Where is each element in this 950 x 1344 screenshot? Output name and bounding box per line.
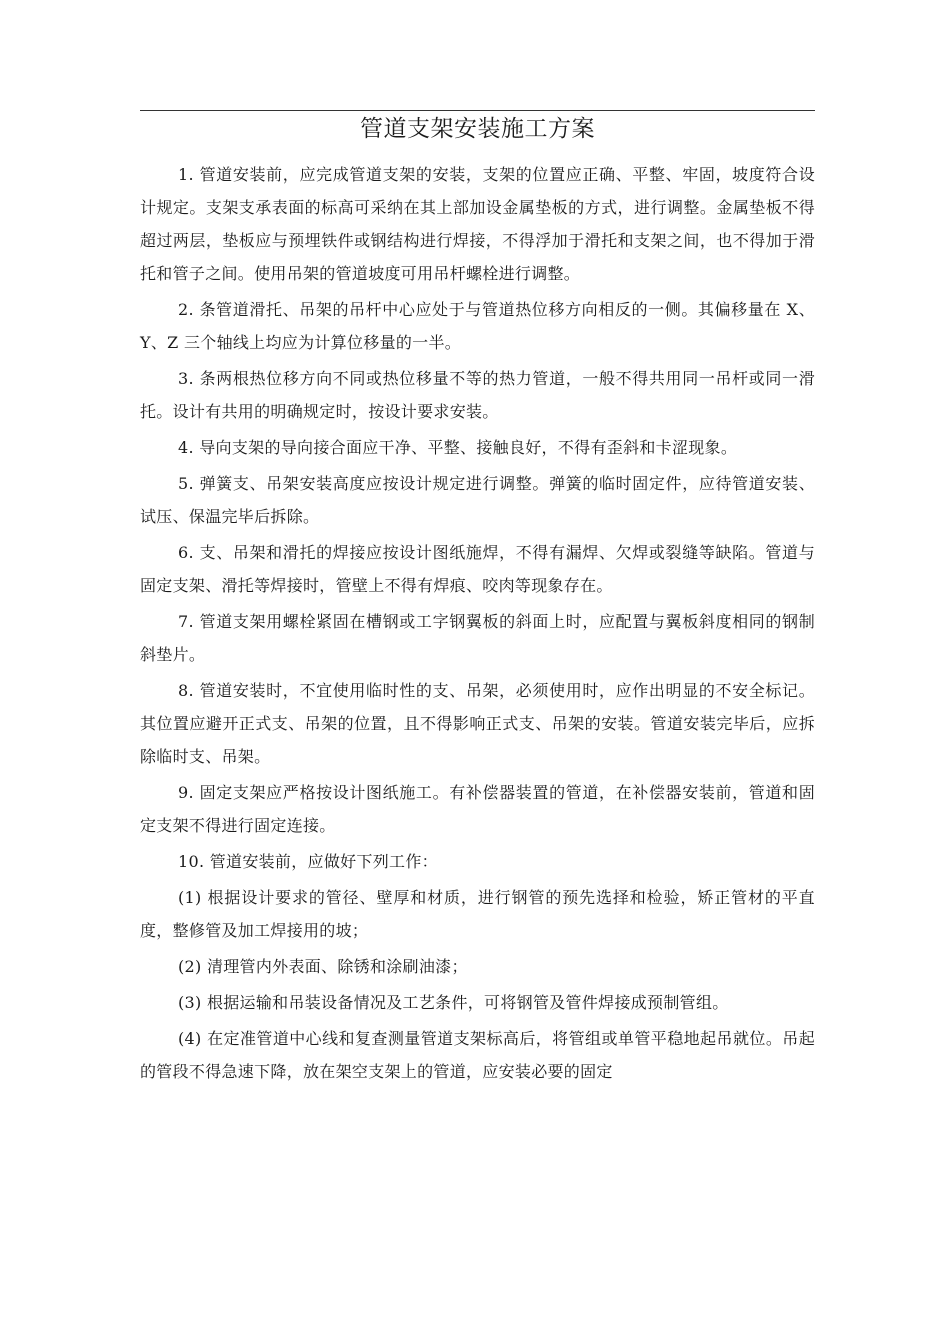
paragraph-7: 7. 管道支架用螺栓紧固在槽钢或工字钢翼板的斜面上时，应配置与翼板斜度相同的钢制斜垫片。 (140, 612, 815, 664)
paragraph-1: 1. 管道安装前，应完成管道支架的安装，支架的位置应正确、平整、牢固，坡度符合设计规定。支架支承表面的标高可采纳在其上部加设金属垫板的方式，进行调整。金属垫板不得超过两层，垫板应与预埋铁件或钢结构进行焊接，不得浮加于滑托和支架之间，也不得加于滑托和管子之间。使用吊架的管道坡度可用吊杆螺栓进行调整。 (140, 165, 815, 283)
paragraph-9: 9. 固定支架应严格按设计图纸施工。有补偿器装置的管道，在补偿器安装前，管道和固定支架不得进行固定连接。 (140, 783, 815, 835)
paragraph-8: 8. 管道安装时，不宜使用临时性的支、吊架，必须使用时，应作出明显的不安全标记。其位置应避开正式支、吊架的位置，且不得影响正式支、吊架的安装。管道安装完毕后，应拆除临时支、吊架。 (140, 681, 815, 766)
document-body (140, 158, 815, 1091)
sub-item-3: (3) 根据运输和吊装设备情况及工艺条件，可将钢管及管件焊接成预制管组。 (178, 993, 729, 1012)
paragraph-2: 2. 条管道滑托、吊架的吊杆中心应处于与管道热位移方向相反的一侧。其偏移量在 X、Y、Z 三个轴线上均应为计算位移量的一半。 (140, 300, 815, 352)
sub-item-1: (1) 根据设计要求的管径、壁厚和材质，进行钢管的预先选择和检验，矫正管材的平直度，整修管及加工焊接用的坡； (140, 888, 815, 940)
sub-item-2: (2) 清理管内外表面、除锈和涂刷油漆； (178, 957, 468, 976)
paragraph-6: 6. 支、吊架和滑托的焊接应按设计图纸施焊，不得有漏焊、欠焊或裂缝等缺陷。管道与固定支架、滑托等焊接时，管壁上不得有焊痕、咬肉等现象存在。 (140, 543, 815, 595)
paragraph-3: 3. 条两根热位移方向不同或热位移量不等的热力管道，一般不得共用同一吊杆或同一滑托。设计有共用的明确规定时，按设计要求安装。 (140, 369, 815, 421)
paragraph-4: 4. 导向支架的导向接合面应干净、平整、接触良好，不得有歪斜和卡涩现象。 (178, 438, 738, 457)
paragraph-10: 10. 管道安装前，应做好下列工作： (178, 852, 438, 871)
sub-item-4: (4) 在定准管道中心线和复查测量管道支架标高后，将管组或单管平稳地起吊就位。吊起的管段不得急速下降，放在架空支架上的管道，应安装必要的固定 (140, 1029, 815, 1081)
paragraph-5: 5. 弹簧支、吊架安装高度应按设计规定进行调整。弹簧的临时固定件，应待管道安装、试压、保温完毕后拆除。 (140, 474, 815, 526)
header-rule (140, 110, 815, 111)
document-title: 管道支架安装施工方案 (360, 116, 595, 142)
